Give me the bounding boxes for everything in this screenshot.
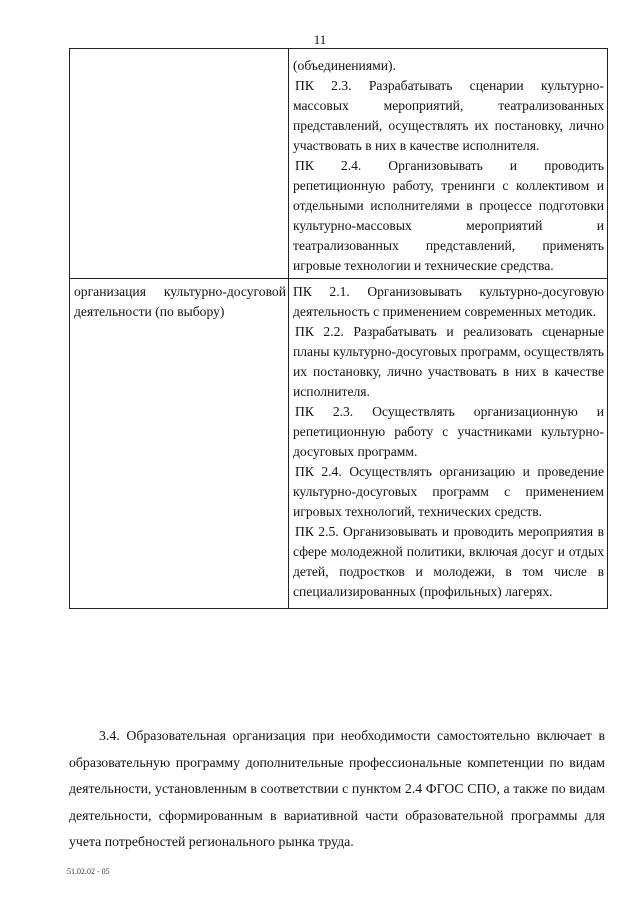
table-row (70, 49, 608, 279)
competencies-table (69, 48, 608, 609)
paragraph-3-4: 3.4. Образовательная организация при необходимости самостоятельно включает в образовательную программу дополнительные профессиональные компетенции по видам деятельности, установленным в соответствии с пунктом 2.4 ФГОС СПО, а также по видам деятельности, сформированным в вариативной части образовательной программы для учета потребностей регионального рынка труда. (69, 728, 605, 849)
page-number: 11 (313, 32, 327, 47)
competency-item: ПК 2.4. Осуществлять организацию и проведение культурно-досуговых программ с применением игровых технологий, технических средств. (293, 464, 604, 519)
competency-item: ПК 2.5. Организовывать и проводить мероприятия в сфере молодежной политики, включая досуг и отдых детей, подростков и молодежи, в том числе в специализированных (профильных) лагерях. (293, 524, 604, 599)
competency-item: ПК 2.3. Разрабатывать сценарии культурно-массовых мероприятий, театрализованных представлений, осуществлять их постановку, лично участвовать в них в качестве исполнителя. (293, 78, 604, 153)
competency-item: (объединениями). (293, 58, 396, 73)
activity-text: организация культурно-досуговой деятельности (по выбору) (74, 284, 286, 319)
competencies-cell (289, 49, 608, 279)
competencies-cell (289, 279, 608, 609)
activity-cell (70, 279, 289, 609)
activity-cell (70, 49, 289, 279)
table-row (70, 279, 608, 609)
competency-item: ПК 2.3. Осуществлять организационную и репетиционную работу с участниками культурно-досуговых программ. (293, 404, 604, 459)
competency-item: ПК 2.2. Разрабатывать и реализовать сценарные планы культурно-досуговых программ, осуществлять их постановку, лично участвовать в них в качестве исполнителя. (293, 324, 604, 399)
footer-code: 51.02.02 - 05 (67, 867, 110, 876)
competency-item: ПК 2.4. Организовывать и проводить репетиционную работу, тренинги с коллективом и отдельными исполнителями в процессе подготовки культурно-массовых мероприятий и театрализованных представлений, применять игровые технологии и технические средства. (293, 158, 604, 273)
competency-item: ПК 2.1. Организовывать культурно-досуговую деятельность с применением современных методик. (293, 284, 604, 319)
